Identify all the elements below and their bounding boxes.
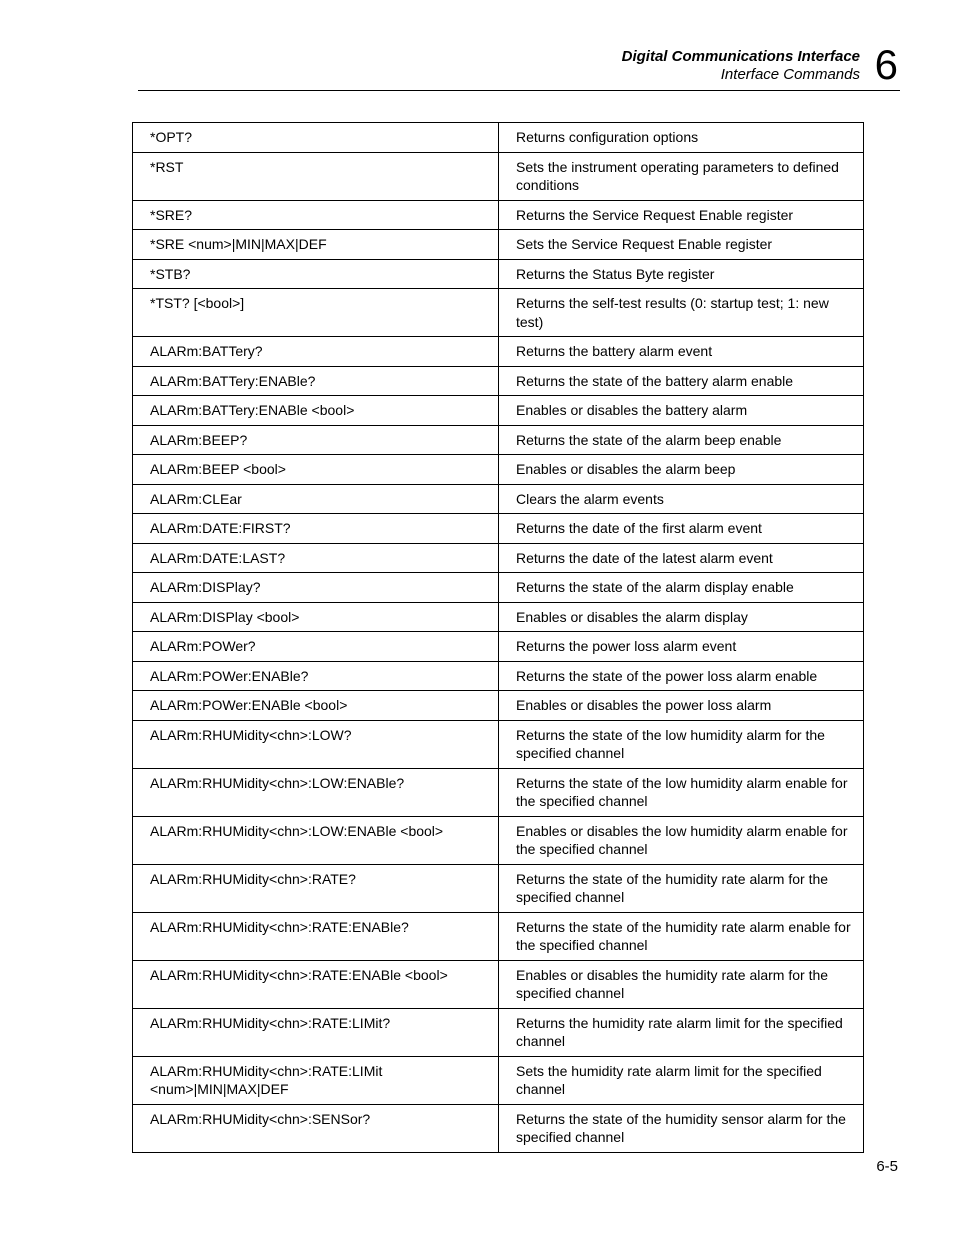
table-row	[133, 152, 864, 200]
command-cell: ALARm:BEEP?	[133, 425, 499, 455]
description-cell: Enables or disables the alarm display	[499, 602, 864, 632]
description-cell: Enables or disables the alarm beep	[499, 455, 864, 485]
command-cell: ALARm:RHUMidity<chn>:LOW:ENABle?	[133, 768, 499, 816]
page-number: 6-5	[876, 1158, 898, 1175]
chapter-number: 6	[874, 41, 898, 88]
command-cell: *RST	[133, 152, 499, 200]
description-cell: Returns the state of the battery alarm enable	[499, 366, 864, 396]
description-cell: Returns the humidity rate alarm limit for the specified channel	[499, 1008, 864, 1056]
chapter-title: Digital Communications Interface	[621, 48, 860, 65]
description-cell: Enables or disables the battery alarm	[499, 396, 864, 426]
command-cell: *SRE?	[133, 200, 499, 230]
description-cell: Returns the state of the power loss alarm enable	[499, 661, 864, 691]
description-cell: Returns the Service Request Enable register	[499, 200, 864, 230]
table-row	[133, 864, 864, 912]
description-cell: Returns the state of the low humidity alarm enable for the specified channel	[499, 768, 864, 816]
header-titles	[622, 48, 860, 84]
table-row	[133, 1056, 864, 1104]
page-header	[138, 41, 900, 91]
command-cell: ALARm:RHUMidity<chn>:RATE:LIMit?	[133, 1008, 499, 1056]
description-cell: Sets the Service Request Enable register	[499, 230, 864, 260]
command-cell: ALARm:BATTery:ENABle?	[133, 366, 499, 396]
command-cell: ALARm:RHUMidity<chn>:RATE:ENABle?	[133, 912, 499, 960]
section-title: Interface Commands	[720, 66, 860, 83]
table-row	[133, 632, 864, 662]
table-row	[133, 543, 864, 573]
command-cell: ALARm:DISPlay?	[133, 573, 499, 603]
table-row	[133, 289, 864, 337]
table-row	[133, 602, 864, 632]
description-cell: Sets the instrument operating parameters to defined conditions	[499, 152, 864, 200]
command-cell: ALARm:DATE:LAST?	[133, 543, 499, 573]
table-row	[133, 230, 864, 260]
description-cell: Returns configuration options	[499, 123, 864, 153]
description-cell: Returns the date of the first alarm event	[499, 514, 864, 544]
description-cell: Clears the alarm events	[499, 484, 864, 514]
command-cell: ALARm:RHUMidity<chn>:RATE:LIMit <num>|MIN|MAX|DEF	[133, 1056, 499, 1104]
description-cell: Returns the Status Byte register	[499, 259, 864, 289]
description-cell: Enables or disables the power loss alarm	[499, 691, 864, 721]
table-row	[133, 259, 864, 289]
description-cell: Returns the state of the alarm display enable	[499, 573, 864, 603]
command-cell: *OPT?	[133, 123, 499, 153]
command-table-body	[133, 123, 864, 1153]
command-table	[132, 122, 864, 1153]
description-cell: Returns the self-test results (0: startup test; 1: new test)	[499, 289, 864, 337]
description-cell: Sets the humidity rate alarm limit for the specified channel	[499, 1056, 864, 1104]
description-cell: Enables or disables the humidity rate alarm for the specified channel	[499, 960, 864, 1008]
command-cell: *TST? [<bool>]	[133, 289, 499, 337]
description-cell: Returns the state of the alarm beep enable	[499, 425, 864, 455]
command-cell: *SRE <num>|MIN|MAX|DEF	[133, 230, 499, 260]
command-cell: ALARm:RHUMidity<chn>:LOW?	[133, 720, 499, 768]
command-cell: ALARm:RHUMidity<chn>:RATE:ENABle <bool>	[133, 960, 499, 1008]
command-cell: ALARm:BEEP <bool>	[133, 455, 499, 485]
command-cell: ALARm:DATE:FIRST?	[133, 514, 499, 544]
table-row	[133, 425, 864, 455]
description-cell: Returns the state of the low humidity alarm for the specified channel	[499, 720, 864, 768]
command-cell: ALARm:POWer?	[133, 632, 499, 662]
table-row	[133, 123, 864, 153]
table-row	[133, 691, 864, 721]
description-cell: Returns the state of the humidity rate alarm enable for the specified channel	[499, 912, 864, 960]
table-row	[133, 768, 864, 816]
table-row	[133, 661, 864, 691]
description-cell: Returns the battery alarm event	[499, 337, 864, 367]
command-cell: ALARm:DISPlay <bool>	[133, 602, 499, 632]
description-cell: Enables or disables the low humidity alarm enable for the specified channel	[499, 816, 864, 864]
command-cell: *STB?	[133, 259, 499, 289]
command-cell: ALARm:CLEar	[133, 484, 499, 514]
table-row	[133, 960, 864, 1008]
command-cell: ALARm:POWer:ENABle <bool>	[133, 691, 499, 721]
table-row	[133, 912, 864, 960]
command-cell: ALARm:POWer:ENABle?	[133, 661, 499, 691]
command-cell: ALARm:RHUMidity<chn>:RATE?	[133, 864, 499, 912]
command-cell: ALARm:RHUMidity<chn>:SENSor?	[133, 1104, 499, 1152]
description-cell: Returns the state of the humidity rate alarm for the specified channel	[499, 864, 864, 912]
table-row	[133, 200, 864, 230]
table-row	[133, 455, 864, 485]
description-cell: Returns the date of the latest alarm event	[499, 543, 864, 573]
table-row	[133, 1104, 864, 1152]
table-row	[133, 573, 864, 603]
description-cell: Returns the state of the humidity sensor alarm for the specified channel	[499, 1104, 864, 1152]
table-row	[133, 1008, 864, 1056]
table-row	[133, 366, 864, 396]
table-row	[133, 337, 864, 367]
table-row	[133, 514, 864, 544]
command-cell: ALARm:RHUMidity<chn>:LOW:ENABle <bool>	[133, 816, 499, 864]
table-row	[133, 484, 864, 514]
table-row	[133, 396, 864, 426]
description-cell: Returns the power loss alarm event	[499, 632, 864, 662]
table-row	[133, 720, 864, 768]
command-cell: ALARm:BATTery?	[133, 337, 499, 367]
table-row	[133, 816, 864, 864]
command-cell: ALARm:BATTery:ENABle <bool>	[133, 396, 499, 426]
